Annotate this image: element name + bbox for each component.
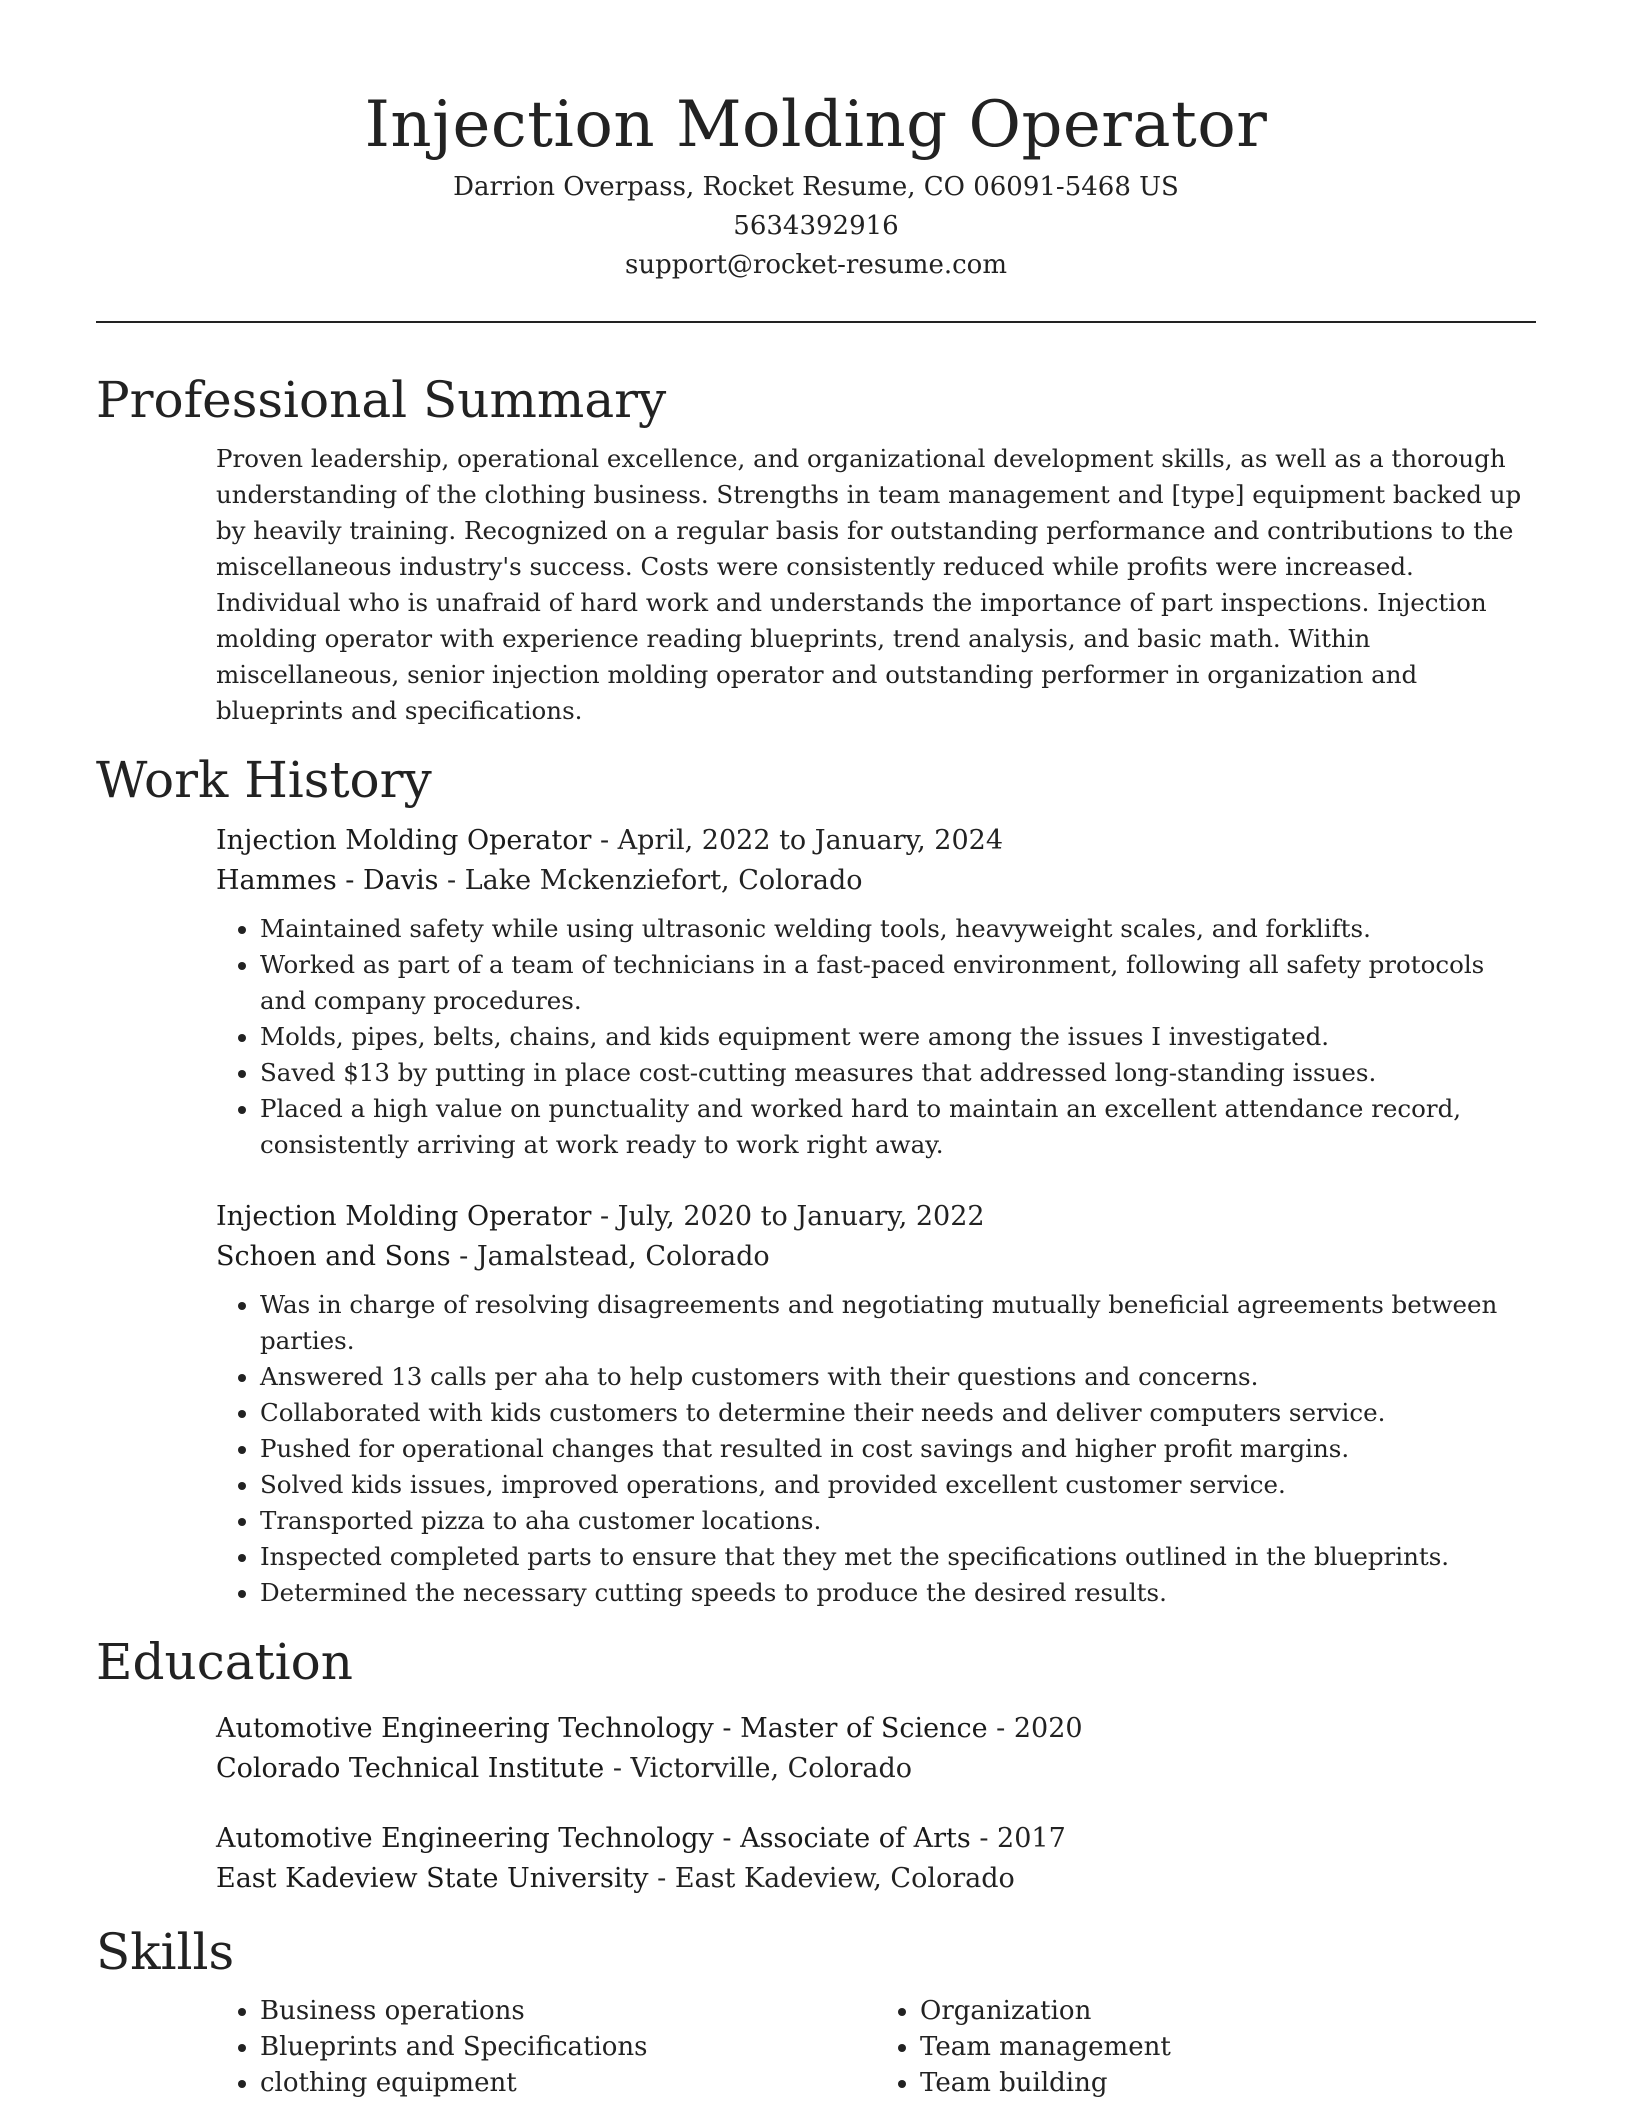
- job-bullet: • Worked as part of a team of technicians in a fast-paced environment, following all safety protocols and company procedures.: [260, 947, 1536, 1019]
- education-entry: [216, 1819, 1536, 1899]
- job-bullets: [216, 911, 1536, 1163]
- resume-header: [96, 0, 1536, 285]
- job-bullet: • Placed a high value on punctuality and worked hard to maintain an excellent attendance record, consistently arriving at work ready to work right away.: [260, 1091, 1536, 1163]
- job-bullet: • Collaborated with kids customers to determine their needs and deliver computers service.: [260, 1395, 1536, 1431]
- resume-page: [96, 0, 1536, 2101]
- education-entry: [216, 1709, 1536, 1789]
- skills-column-right: [876, 1993, 1536, 2101]
- education-section: [96, 1629, 1536, 1899]
- skill-item: • Team management: [920, 2029, 1536, 2065]
- candidate-name: Injection Molding Operator: [364, 88, 1268, 162]
- school: Colorado Technical Institute: [216, 1753, 605, 1784]
- graduation-year: - 2020: [987, 1713, 1083, 1744]
- job-title: Injection Molding Operator: [216, 825, 592, 856]
- job-bullet: • Inspected completed parts to ensure that they met the specifications outlined in the blueprints.: [260, 1539, 1536, 1575]
- job-dates: - April, 2022 to January, 2024: [591, 825, 1004, 856]
- job-title-line: [216, 821, 1536, 861]
- degree: Automotive Engineering Technology - Master of Science: [216, 1713, 988, 1744]
- skills-title: Skills: [96, 1923, 235, 1981]
- degree-line: [216, 1709, 1536, 1749]
- job-bullet: • Saved $13 by putting in place cost-cutting measures that addressed long-standing issues.: [260, 1055, 1536, 1091]
- skill-item: • Organization: [920, 1993, 1536, 2029]
- skills-section: [96, 1919, 1536, 2101]
- job-bullet: • Molds, pipes, belts, chains, and kids equipment were among the issues I investigated.: [260, 1019, 1536, 1055]
- job-bullet: • Determined the necessary cutting speeds to produce the desired results.: [260, 1575, 1536, 1611]
- skill-item: • Business operations: [260, 1993, 876, 2029]
- summary-section: [96, 367, 1536, 729]
- job-entry: [216, 1197, 1536, 1611]
- job-location: - Jamalstead, Colorado: [450, 1241, 770, 1272]
- email: support@rocket-resume.com: [624, 250, 1007, 280]
- job-bullet: • Was in charge of resolving disagreements and negotiating mutually beneficial agreements between parties.: [260, 1287, 1536, 1359]
- degree-line: [216, 1819, 1536, 1859]
- job-company-line: [216, 861, 1536, 901]
- job-entry: [216, 821, 1536, 1163]
- skill-item: • Blueprints and Specifications: [260, 2029, 876, 2065]
- address: Darrion Overpass, Rocket Resume, CO 06091-5468 US: [453, 172, 1179, 202]
- school-location: - East Kadeview, Colorado: [648, 1863, 1015, 1894]
- job-bullets: [216, 1287, 1536, 1611]
- degree: Automotive Engineering Technology - Associate of Arts: [216, 1823, 971, 1854]
- skill-item: • Team building: [920, 2065, 1536, 2101]
- job-location: - Lake Mckenziefort, Colorado: [438, 865, 863, 896]
- school-line: [216, 1859, 1536, 1899]
- work-history-section: [96, 747, 1536, 1611]
- school: East Kadeview State University: [216, 1863, 649, 1894]
- job-company-line: [216, 1237, 1536, 1277]
- summary-title: Professional Summary: [96, 371, 667, 429]
- education-title: Education: [96, 1633, 353, 1691]
- school-line: [216, 1749, 1536, 1789]
- summary-text: Proven leadership, operational excellence, and organizational development skills, as well as a thorough understanding of the clothing business. Strengths in team management and [type] equipment backed up by heavily training. Recognized on a regular basis for outstanding performance and contributions to the miscellaneous industry's success. Costs were consistently reduced while profits were increased. Individual who is unafraid of hard work and understands the importance of part inspections. Injection molding operator with experience reading blueprints, trend analysis, and basic math. Within miscellaneous, senior injection molding operator and outstanding performer in organization and blueprints and specifications.: [216, 444, 1522, 725]
- job-company: Schoen and Sons: [216, 1241, 451, 1272]
- skills-list: [216, 1993, 1536, 2101]
- job-title-line: [216, 1197, 1536, 1237]
- skill-item: • clothing equipment: [260, 2065, 876, 2101]
- job-bullet: • Answered 13 calls per aha to help customers with their questions and concerns.: [260, 1359, 1536, 1395]
- job-bullet: • Transported pizza to aha customer locations.: [260, 1503, 1536, 1539]
- work-history-title: Work History: [96, 751, 432, 809]
- school-location: - Victorville, Colorado: [604, 1753, 912, 1784]
- header-divider: [96, 321, 1536, 323]
- phone: 5634392916: [733, 211, 899, 241]
- skills-column-left: [216, 1993, 876, 2101]
- job-dates: - July, 2020 to January, 2022: [591, 1201, 985, 1232]
- job-bullet: • Pushed for operational changes that resulted in cost savings and higher profit margins.: [260, 1431, 1536, 1467]
- job-bullet: • Maintained safety while using ultrasonic welding tools, heavyweight scales, and forklifts.: [260, 911, 1536, 947]
- graduation-year: - 2017: [970, 1823, 1066, 1854]
- job-title: Injection Molding Operator: [216, 1201, 592, 1232]
- job-company: Hammes - Davis: [216, 865, 439, 896]
- job-bullet: • Solved kids issues, improved operations, and provided excellent customer service.: [260, 1467, 1536, 1503]
